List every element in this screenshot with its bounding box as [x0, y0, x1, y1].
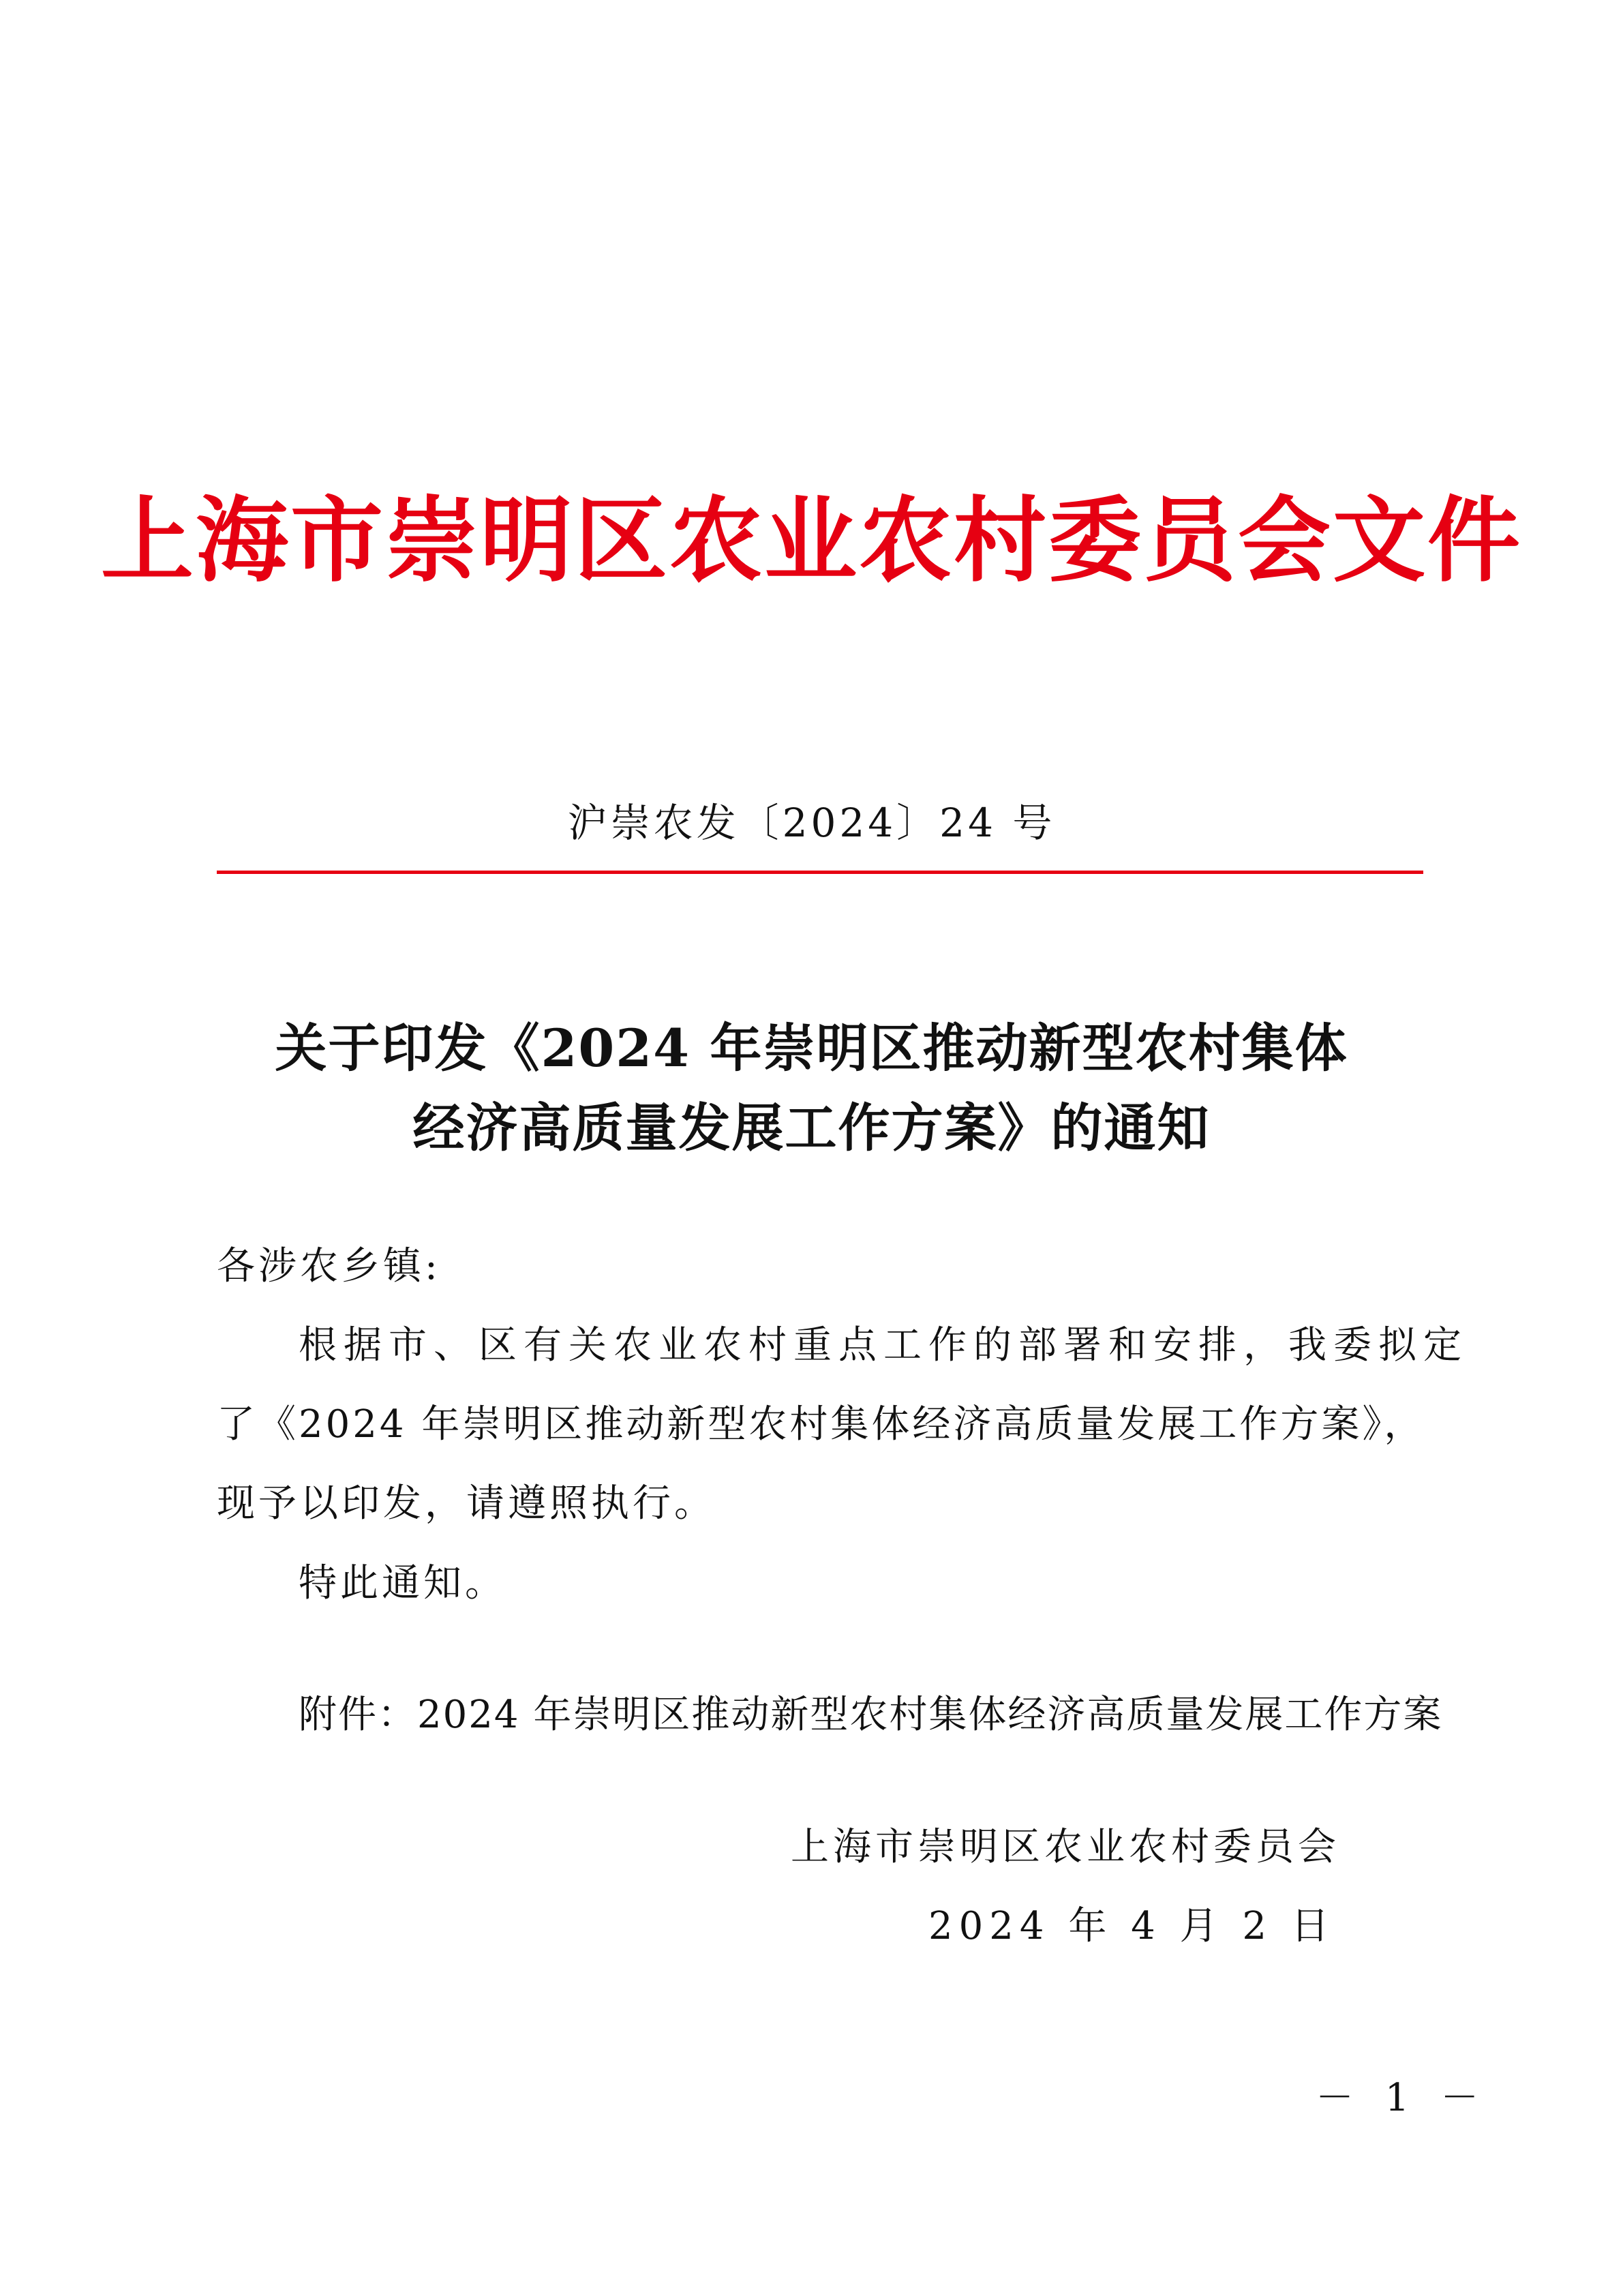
notice-title-line-1: 关于印发《2024 年崇明区推动新型农村集体: [275, 1018, 1348, 1078]
masthead-title: 上海市崇明区农业农村委员会文件: [101, 486, 1522, 595]
signing-organization: 上海市崇明区农业农村委员会: [791, 1825, 1340, 1869]
body-paragraph-line-1: 根据市、区有关农业农村重点工作的部署和安排，我委拟定: [299, 1323, 1468, 1368]
page-number: － 1 －: [1316, 2076, 1489, 2120]
salutation: 各涉农乡镇:: [217, 1244, 441, 1288]
body-paragraph-line-3: 现予以印发，请遵照执行。: [217, 1481, 716, 1526]
attachment-line: 附件：2024 年崇明区推动新型农村集体经济高质量发展工作方案: [299, 1693, 1443, 1737]
notice-title-line-2: 经济高质量发展工作方案》的通知: [412, 1098, 1211, 1158]
body-paragraph-line-2: 了《2024 年崇明区推动新型农村集体经济高质量发展工作方案》，: [217, 1402, 1425, 1447]
signing-date: 2024 年 4 月 2 日: [928, 1904, 1335, 1948]
closing-remark: 特此通知。: [299, 1561, 506, 1605]
document-number: 沪崇农发〔2024〕24 号: [567, 800, 1056, 846]
red-divider-line: [217, 871, 1423, 874]
